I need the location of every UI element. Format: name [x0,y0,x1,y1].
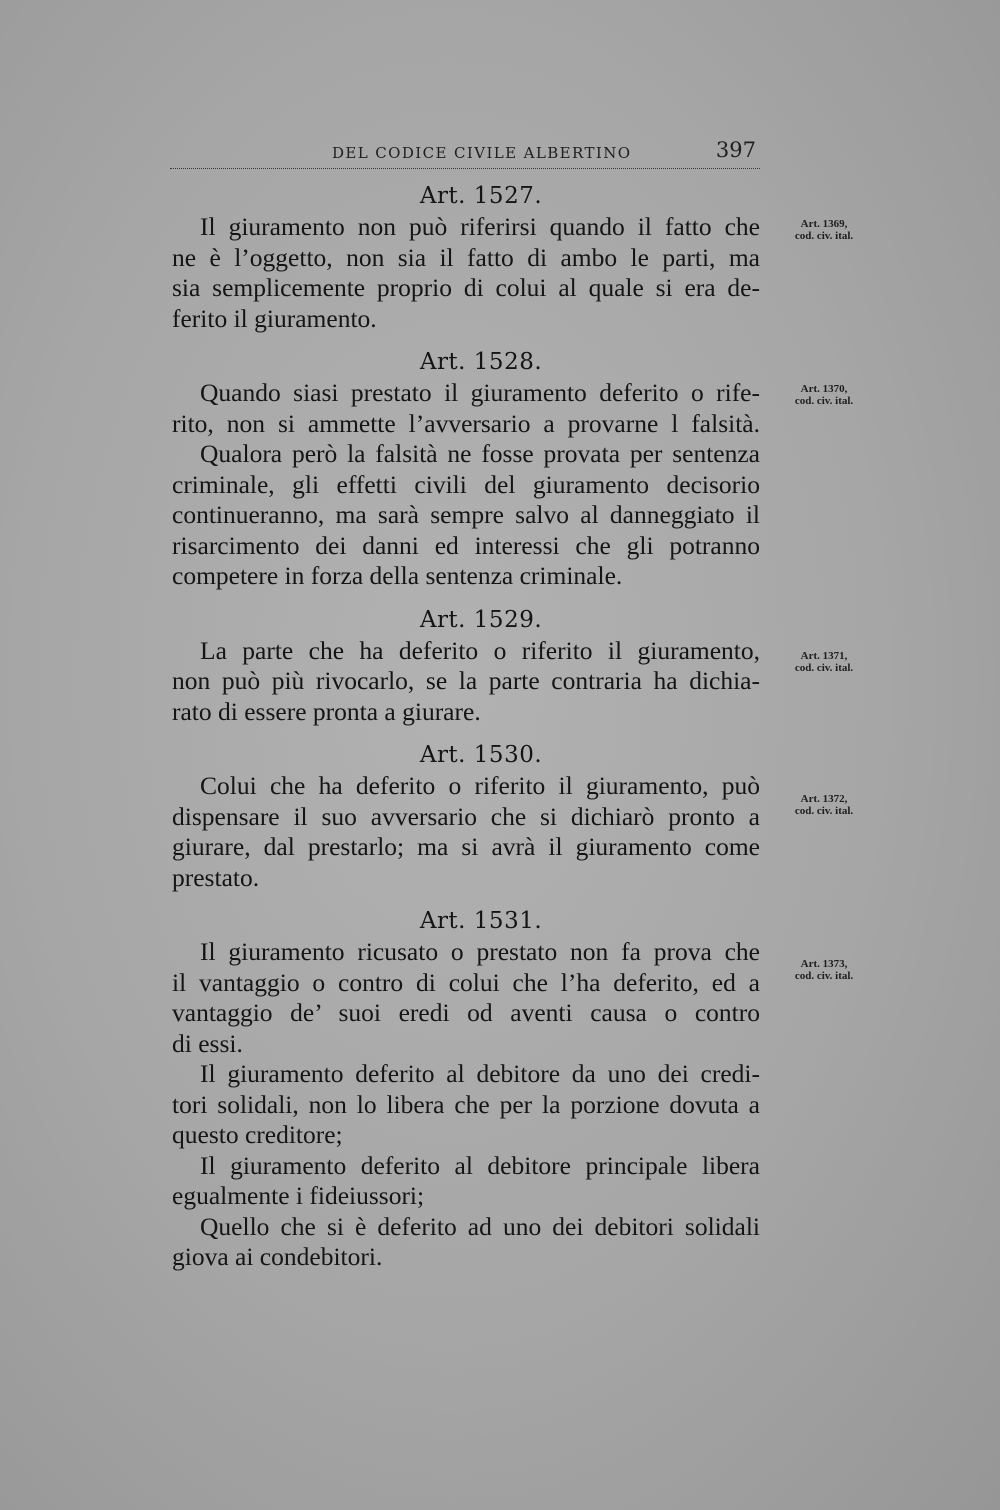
text-line: rato di essere pronta a giurare. [172,696,481,726]
text-line: egualmente i fideiussori; [172,1181,425,1210]
margin-note-line: cod. civ. ital. [794,662,854,674]
margin-note-line: Art. 1373, [800,958,848,970]
margin-note-line: Art. 1372, [800,793,848,805]
article-paragraph [172,771,760,893]
article-heading: Art. 1531. [419,908,543,934]
text-line: sia semplicemente proprio di colui al quale si era de- [172,273,760,302]
margin-note-line: cod. civ. ital. [794,970,854,982]
page-header [170,136,760,170]
article-paragraph [172,378,760,439]
text-line: ne è l’oggetto, non sia il fatto di ambo le parti, ma [172,242,760,272]
text-line: rito, non si ammette l’avversario a provarne l falsità. [172,408,760,438]
running-title: DEL CODICE CIVILE ALBERTINO [332,144,632,162]
text-line: Il giuramento non può riferirsi quando il fatto che [200,212,760,241]
text-line: Quello che si è deferito ad uno dei debitori solidali [200,1211,760,1241]
margin-note-line: cod. civ. ital. [794,805,854,817]
article-1529 [172,604,760,728]
text-line: Quando siasi prestato il giuramento deferito o rife- [200,378,760,407]
text-line: competere in forza della sentenza criminale. [172,561,623,590]
text-line: risarcimento dei danni ed interessi che gli potranno [172,530,760,560]
text-line: dispensare il suo avversario che si dichiarò pronto a [172,801,760,831]
text-line: continueranno, ma sarà sempre salvo al danneggiato il [172,500,760,529]
text-line: ferito il giuramento. [172,303,377,333]
text-line: Qualora però la falsità ne fosse provata per sentenza [200,439,760,468]
article-1531 [172,905,760,1273]
text-line: giurare, dal prestarlo; ma si avrà il giuramento come [172,832,760,861]
text-line: La parte che ha deferito o riferito il giuramento, [200,635,760,665]
body-text [172,180,760,1273]
article-1527 [172,180,760,334]
text-line: il vantaggio o contro di colui che l’ha deferito, ed a [172,967,760,997]
margin-note-1530 [776,793,872,817]
article-paragraph [172,439,760,592]
margin-note-line: Art. 1369, [800,218,848,230]
article-1530 [172,739,760,893]
text-line: tori solidali, non lo libera che per la porzione dovuta a [172,1089,760,1119]
margin-note-line: Art. 1370, [800,383,848,395]
article-1528 [172,346,760,592]
text-line: questo creditore; [172,1120,343,1149]
text-line: Il giuramento deferito al debitore principale libera [200,1150,760,1180]
text-line: Colui che ha deferito o riferito il giuramento, può [200,771,760,800]
margin-note-line: Art. 1371, [800,650,848,662]
margin-note-1529 [776,650,872,674]
margin-note-line: cod. civ. ital. [794,395,854,407]
article-paragraph [172,1212,760,1273]
text-line: di essi. [172,1028,243,1058]
text-line: giova ai condebitori. [172,1242,383,1271]
text-line: prestato. [172,862,260,892]
article-paragraph [172,636,760,728]
page-number: 397 [715,138,756,162]
margin-note-1527 [776,218,872,242]
article-paragraph [172,212,760,334]
text-line: Il giuramento deferito al debitore da uno dei credi- [200,1059,760,1088]
article-paragraph [172,1059,760,1151]
text-line: Il giuramento ricusato o prestato non fa prova che [200,937,760,966]
article-paragraph [172,937,760,1059]
article-heading: Art. 1529. [419,606,543,633]
margin-note-1531 [776,958,872,982]
header-rule [170,168,760,169]
margin-note-1528 [776,383,872,407]
article-heading: Art. 1527. [419,183,543,209]
margin-note-line: cod. civ. ital. [794,230,854,242]
article-paragraph [172,1151,760,1212]
article-heading: Art. 1530. [419,742,543,768]
text-line: vantaggio de’ suoi eredi od aventi causa o contro [172,998,760,1027]
text-line: criminale, gli effetti civili del giuramento decisorio [172,469,760,499]
text-line: non può più rivocarlo, se la parte contraria ha dichia- [172,666,760,695]
article-heading: Art. 1528. [419,349,543,375]
